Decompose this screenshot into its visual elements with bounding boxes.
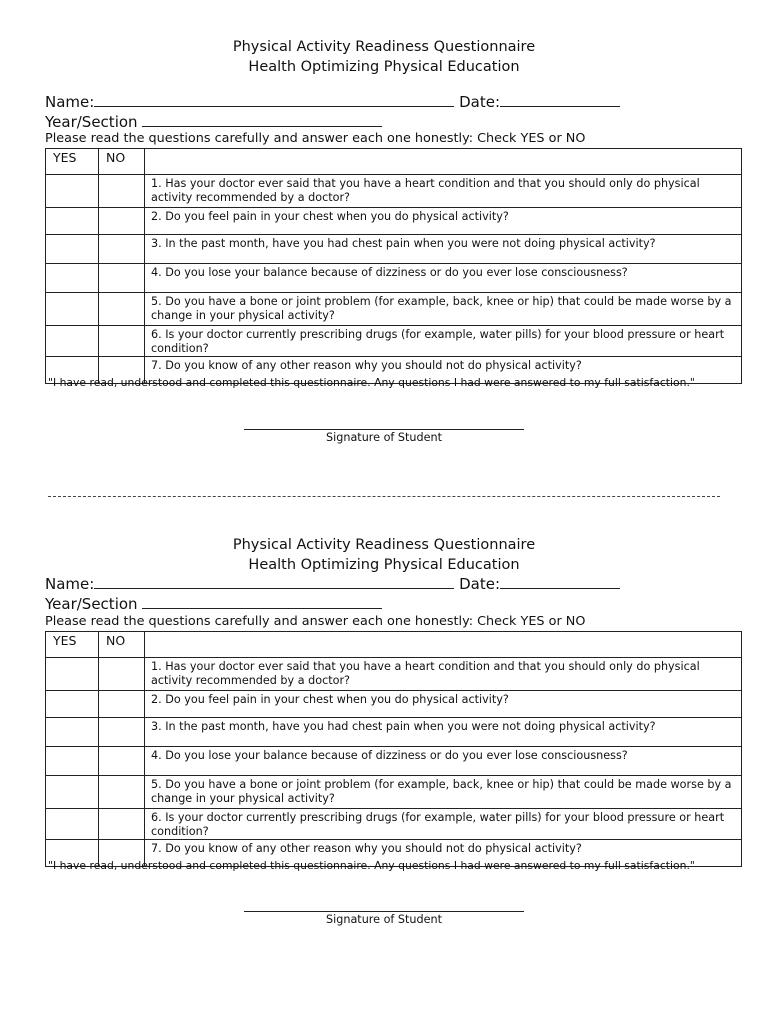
year-section-label: Year/Section [45, 113, 138, 131]
question-text: 7. Do you know of any other reason why you should not do physical activity? [145, 357, 742, 384]
yes-checkbox[interactable] [46, 326, 99, 357]
yes-column-header: YES [46, 632, 99, 658]
table-row [46, 326, 742, 357]
year-section-field[interactable] [142, 112, 382, 127]
date-label: Date: [459, 575, 500, 593]
name-label: Name: [45, 575, 95, 593]
table-row [46, 747, 742, 776]
yes-checkbox[interactable] [46, 208, 99, 235]
question-text: 6. Is your doctor currently prescribing drugs (for example, water pills) for your blood pressure or heart condition? [145, 809, 742, 840]
table-row [46, 175, 742, 208]
table-row [46, 264, 742, 293]
no-checkbox[interactable] [99, 326, 145, 357]
no-checkbox[interactable] [99, 691, 145, 718]
cut-line-divider [48, 496, 720, 497]
yes-checkbox[interactable] [46, 235, 99, 264]
question-text: 3. In the past month, have you had chest pain when you were not doing physical activity? [145, 718, 742, 747]
question-text: 7. Do you know of any other reason why you should not do physical activity? [145, 840, 742, 867]
form-title: Physical Activity Readiness Questionnaire [232, 537, 536, 553]
question-text: 4. Do you lose your balance because of dizziness or do you ever lose consciousness? [145, 264, 742, 293]
question-text: 1. Has your doctor ever said that you have a heart condition and that you should only do physical activity recommended by a doctor? [145, 175, 742, 208]
instructions: Please read the questions carefully and answer each one honestly: Check YES or NO [45, 131, 586, 146]
no-checkbox[interactable] [99, 208, 145, 235]
name-label: Name: [45, 93, 95, 111]
date-field[interactable] [500, 574, 620, 589]
signature-label: Signature of Student [326, 431, 442, 444]
name-field[interactable] [94, 574, 454, 589]
yes-checkbox[interactable] [46, 264, 99, 293]
no-column-header: NO [99, 632, 145, 658]
table-row [46, 293, 742, 326]
question-text: 3. In the past month, have you had chest pain when you were not doing physical activity? [145, 235, 742, 264]
yes-column-header: YES [46, 149, 99, 175]
question-text: 5. Do you have a bone or joint problem (for example, back, knee or hip) that could be made worse by a change in your physical activity? [145, 293, 742, 326]
name-row [45, 574, 620, 593]
yes-checkbox[interactable] [46, 776, 99, 809]
question-text: 2. Do you feel pain in your chest when you do physical activity? [145, 208, 742, 235]
yes-checkbox[interactable] [46, 718, 99, 747]
name-field[interactable] [94, 92, 454, 107]
yes-checkbox[interactable] [46, 658, 99, 691]
form-subtitle: Health Optimizing Physical Education [248, 557, 520, 573]
form-subtitle: Health Optimizing Physical Education [248, 59, 520, 75]
no-checkbox[interactable] [99, 747, 145, 776]
no-checkbox[interactable] [99, 809, 145, 840]
table-row [46, 691, 742, 718]
yes-checkbox[interactable] [46, 809, 99, 840]
questionnaire-form-1 [0, 0, 768, 450]
no-checkbox[interactable] [99, 776, 145, 809]
year-section-row [45, 594, 382, 613]
form-title: Physical Activity Readiness Questionnaire [232, 39, 536, 55]
table-header [46, 632, 742, 658]
table-row [46, 235, 742, 264]
question-table [45, 631, 742, 867]
table-row [46, 809, 742, 840]
question-text: 6. Is your doctor currently prescribing drugs (for example, water pills) for your blood pressure or heart condition? [145, 326, 742, 357]
consent-statement: "I have read, understood and completed this questionnaire. Any questions I had were answered to my full satisfaction." [48, 376, 695, 389]
signature-line[interactable] [244, 429, 524, 430]
signature-label: Signature of Student [326, 913, 442, 926]
yes-checkbox[interactable] [46, 175, 99, 208]
year-section-field[interactable] [142, 594, 382, 609]
question-text: 1. Has your doctor ever said that you have a heart condition and that you should only do physical activity recommended by a doctor? [145, 658, 742, 691]
yes-checkbox[interactable] [46, 691, 99, 718]
question-text: 5. Do you have a bone or joint problem (for example, back, knee or hip) that could be made worse by a change in your physical activity? [145, 776, 742, 809]
consent-statement: "I have read, understood and completed this questionnaire. Any questions I had were answered to my full satisfaction." [48, 859, 695, 872]
no-checkbox[interactable] [99, 235, 145, 264]
date-label: Date: [459, 93, 500, 111]
no-checkbox[interactable] [99, 293, 145, 326]
table-header [46, 149, 742, 175]
yes-checkbox[interactable] [46, 293, 99, 326]
year-section-label: Year/Section [45, 595, 138, 613]
date-field[interactable] [500, 92, 620, 107]
no-checkbox[interactable] [99, 264, 145, 293]
no-checkbox[interactable] [99, 718, 145, 747]
question-text: 2. Do you feel pain in your chest when you do physical activity? [145, 691, 742, 718]
question-text: 4. Do you lose your balance because of dizziness or do you ever lose consciousness? [145, 747, 742, 776]
name-row [45, 92, 620, 111]
table-row [46, 718, 742, 747]
instructions: Please read the questions carefully and answer each one honestly: Check YES or NO [45, 614, 586, 629]
no-column-header: NO [99, 149, 145, 175]
table-row [46, 776, 742, 809]
table-row [46, 658, 742, 691]
question-column-header [145, 149, 742, 175]
signature-line[interactable] [244, 911, 524, 912]
year-section-row [45, 112, 382, 131]
yes-checkbox[interactable] [46, 747, 99, 776]
question-column-header [145, 632, 742, 658]
no-checkbox[interactable] [99, 658, 145, 691]
no-checkbox[interactable] [99, 175, 145, 208]
table-row [46, 208, 742, 235]
questionnaire-form-2 [0, 498, 768, 948]
question-table [45, 148, 742, 384]
